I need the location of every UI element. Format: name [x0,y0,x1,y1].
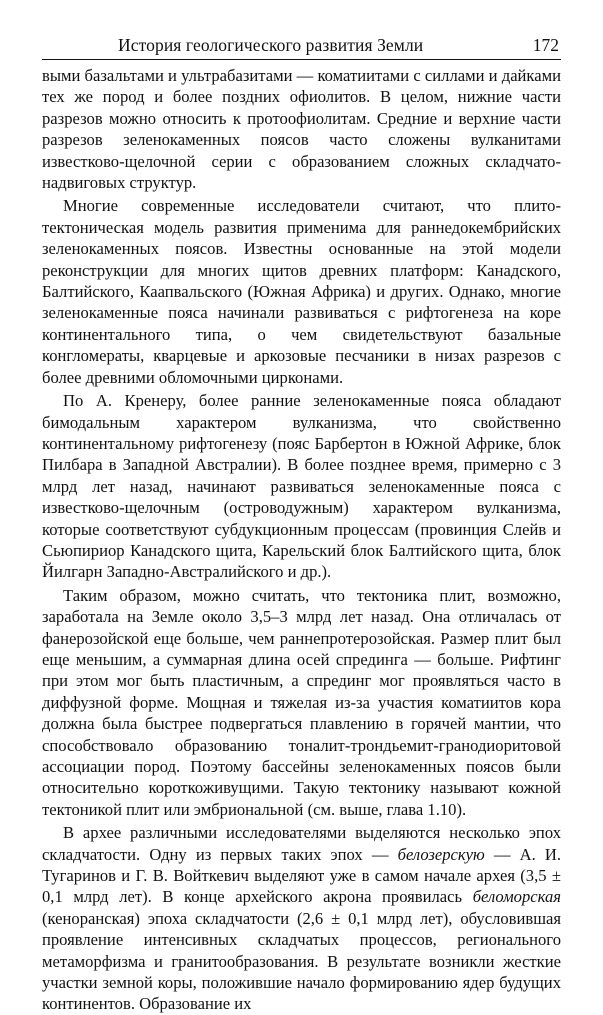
book-page [42,34,561,1015]
running-header [42,34,561,60]
body-text [42,65,561,1015]
paragraph-3: По А. Кренеру, более ранние зеленокаменные пояса обладают бимодальным характером вулканизма, что свойственно континентальному рифтогенезу (пояс Барбертон в Южной Африке, блок Пилбара в Западной Австралии). В более позднее время, примерно с 3 млрд лет назад, начинают развиваться зеленокаменные пояса с известково-щелочным (островодужным) характером вулканизма, которые соответствуют субдукционным процессам (провинция Слейв и Сьюпириор Канадского щита, Карельский блок Балтийского щита, блок Йилгарн Западно-Австралийского и др.). [42,391,561,582]
paragraph-2: Многие современные исследователи считают, что плито-тектоническая модель развития применима для раннедокембрийских зеленокаменных поясов. Известны основанные на этой модели реконструкции для многих щитов древних платформ: Канадского, Балтийского, Каапвальского (Южная Африка) и других. Однако, многие зеленокаменные пояса начинали развиваться с рифтогенеза на коре континентального типа, о чем свидетельствуют базальные конгломераты, кварцевые и аркозовые песчаники в низах разрезов с более древними обломочными цирконами. [42,196,561,387]
paragraph-5-text-a: В архее различными исследователями выделяются несколько эпох складчатости. Одну из первых таких эпох — [42,823,561,864]
paragraph-4: Таким образом, можно считать, что тектоника плит, возможно, заработала на Земле около 3,5–3 млрд лет назад. Она отличалась от фанерозойской еще больше, чем раннепротерозойская. Размер плит был еще меньшим, а суммарная длина осей спрединга — больше. Рифтинг при этом мог быть пластичным, а спрединг мог проявляться часто в диффузной форме. Мощная и тяжелая из-за участия коматиитов кора должна была быстрее подвергаться плавлению в горячей мантии, что способствовало образованию тоналит-трондьемит-гранодиоритовой ассоциации пород. Поэтому бассейны зеленокаменных поясов были относительно короткоживущими. Такую тектонику называют кожной тектоникой плит или эмбриональной (см. выше, глава 1.10). [42,585,561,819]
paragraph-5 [42,822,561,1015]
paragraph-5-text-c: (кеноранская) эпоха складчатости (2,6 ± 0,1 млрд лет), обусловившая проявление интенсивных складчатых процессов, регионального метаморфизма и гранитообразования. В результате возникли жесткие участки земной коры, положившие начало формированию ядер будущих континентов. Образование их [42,908,561,1014]
page-number: 172 [532,35,559,55]
paragraph-1: выми базальтами и ультрабазитами — коматиитами с силлами и дайками тех же пород и более поздних офиолитов. В целом, нижние части разрезов можно относить к протоофиолитам. Средние и верхние части разрезов зеленокаменных поясов часто сложены вулканитами известково-щелочной серии с образованием сложных складчато-надвиговых структур. [42,66,561,193]
term-belozerskaya: белозерскую [397,844,485,864]
chapter-title: История геологического развития Земли [118,35,424,55]
term-belomorskaya: беломорская [472,887,561,907]
paragraph-5-text-b: — А. И. Тугаринов и Г. В. Войткевич выделяют уже в самом начале архея (3,5 ± 0,1 млрд лет). В конце архейского акрона проявилась [42,844,562,907]
